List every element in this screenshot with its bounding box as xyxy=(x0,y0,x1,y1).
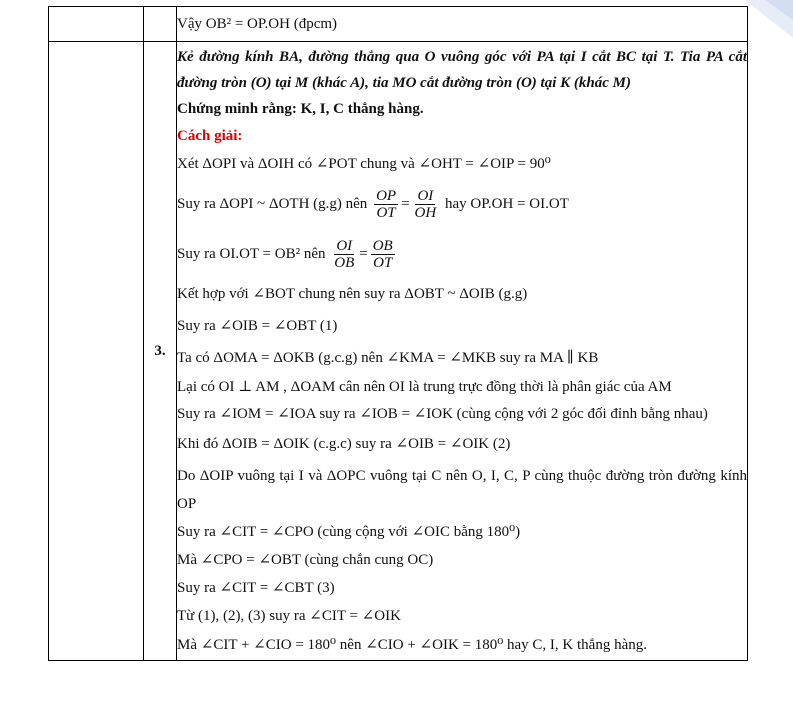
equals-sign: = xyxy=(401,196,410,212)
solution-line: Suy ra ∠IOM = ∠IOA suy ra ∠IOB = ∠IOK (cùng cộng với 2 góc đối đỉnh bằng nhau) xyxy=(177,406,708,422)
fraction-denominator: OT xyxy=(376,204,396,221)
fraction-numerator: OI xyxy=(336,237,353,254)
empty-cell xyxy=(49,7,144,42)
previous-conclusion-cell xyxy=(177,7,748,42)
solution-line xyxy=(177,178,747,230)
solution-line: Từ (1), (2), (3) suy ra ∠CIT = ∠OIK xyxy=(177,608,401,624)
fraction-denominator: OB xyxy=(334,254,355,271)
fraction xyxy=(413,188,439,221)
solution-line: Suy ra ∠CIT = ∠CPO (cùng cộng với ∠OIC bằng 180⁰) xyxy=(177,524,521,540)
solution-line: Suy ra ∠OIB = ∠OBT (1) xyxy=(177,318,338,334)
solution-line: Suy ra ∠CIT = ∠CBT (3) xyxy=(177,580,335,596)
line-prefix: Suy ra OI.OT = OB² nên xyxy=(177,246,330,262)
solution-heading: Cách giải: xyxy=(177,128,243,144)
empty-cell xyxy=(144,7,177,42)
solution-line: Mà ∠CPO = ∠OBT (cùng chắn cung OC) xyxy=(177,552,434,568)
to-prove: Chứng minh rằng: K, I, C thẳng hàng. xyxy=(177,101,424,117)
fraction-numerator: OI xyxy=(417,187,434,204)
line-suffix: hay OP.OH = OI.OT xyxy=(441,196,569,212)
solution-line: Mà ∠CIT + ∠CIO = 180⁰ nên ∠CIO + ∠OIK = 180⁰ hay C, I, K thẳng hàng. xyxy=(177,637,647,653)
problem-content xyxy=(177,42,748,661)
fraction-numerator: OP xyxy=(376,187,397,204)
problem-number: 3. xyxy=(144,42,177,661)
solution-line: Lại có OI ⊥ AM , ΔOAM cân nên OI là trung trực đồng thời là phân giác của AM xyxy=(177,379,672,395)
solution-table xyxy=(48,6,748,661)
empty-cell xyxy=(49,42,144,661)
problem-row xyxy=(49,42,748,661)
fraction-denominator: OH xyxy=(414,204,437,221)
solution-line: Kết hợp với ∠BOT chung nên suy ra ΔOBT ~ ΔOIB (g.g) xyxy=(177,286,528,302)
equals-sign: = xyxy=(359,246,368,262)
fraction-denominator: OT xyxy=(373,254,393,271)
solution-line: Khi đó ΔOIB = ΔOIK (c.g.c) suy ra ∠OIB = ∠OIK (2) xyxy=(177,436,511,452)
previous-part-row xyxy=(49,7,748,42)
solution-line: Ta có ΔOMA = ΔOKB (g.c.g) nên ∠KMA = ∠MKB suy ra MA ∥ KB xyxy=(177,350,599,366)
fraction xyxy=(332,238,356,271)
solution-line xyxy=(177,230,747,278)
fraction-numerator: OB xyxy=(372,237,393,254)
fraction xyxy=(374,188,398,221)
fraction xyxy=(371,238,395,271)
line-prefix: Suy ra ΔOPI ~ ΔOTH (g.g) nên xyxy=(177,196,372,212)
solution-line: Xét ΔOPI và ΔOIH có ∠POT chung và ∠OHT = ∠OIP = 90⁰ xyxy=(177,156,551,172)
solution-line: Do ΔOIP vuông tại I và ΔOPC vuông tại C nên O, I, C, P cùng thuộc đường tròn đường kính OP xyxy=(177,468,747,512)
previous-conclusion: Vậy OB² = OP.OH (đpcm) xyxy=(177,16,338,32)
problem-statement: Kẻ đường kính BA, đường thẳng qua O vuông góc với PA tại I cắt BC tại T. Tia PA cắt đường tròn (O) tại M (khác A), tia MO cắt đường tròn (O) tại K (khác M) xyxy=(177,49,747,91)
